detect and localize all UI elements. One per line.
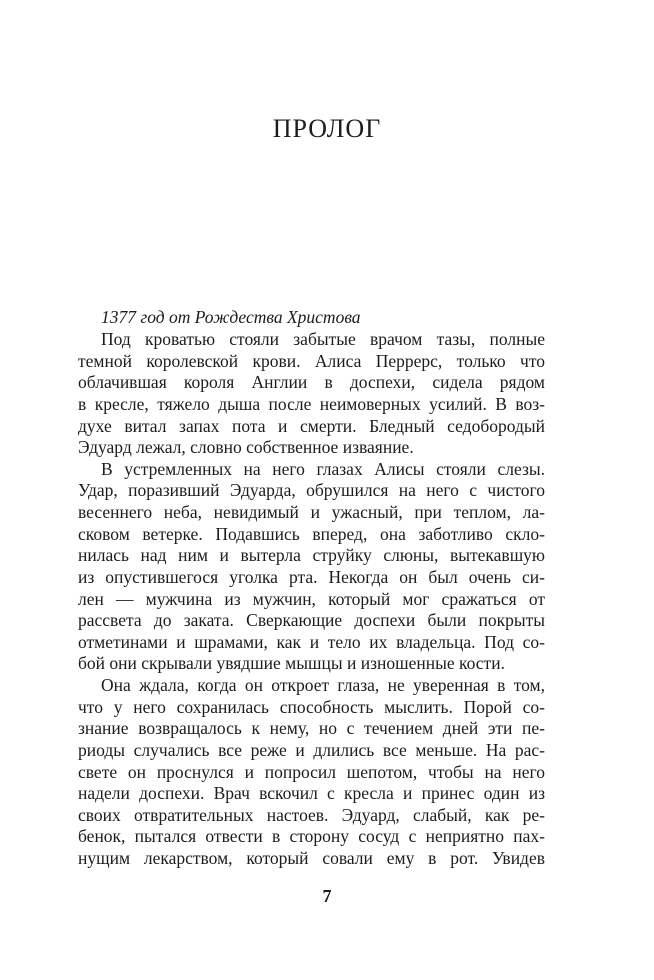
dateline: 1377 год от Рождества Христова (101, 307, 361, 327)
text-line: Под кроватью стояли забытые врачом тазы, полные (101, 329, 545, 349)
chapter-title: ПРОЛОГ (272, 114, 382, 143)
text-line: облачившая короля Англии в доспехи, сидела рядом (78, 372, 545, 392)
text-line: в кресле, тяжело дыша после неимоверных усилий. В воз- (78, 394, 545, 414)
text-line: рассвета до заката. Сверкающие доспехи были покрыты (78, 610, 545, 630)
text-line: духе витал запах пота и смерти. Бледный седобородый (78, 416, 545, 436)
text-line: своих отвратительных настоев. Эдуард, слабый, как ре- (78, 805, 545, 825)
text-line: нущим лекарством, который совали ему в рот. Увидев (78, 848, 545, 868)
text-line: свете он проснулся и попросил шепотом, чтобы на него (78, 762, 545, 782)
text-line: В устремленных на него глазах Алисы стояли слезы. (101, 459, 545, 479)
text-line: темной королевской крови. Алиса Перрерс, только что (78, 351, 545, 371)
page-number: 7 (322, 886, 332, 906)
text-line: нилась над ним и вытерла струйку слюны, вытекавшую (78, 545, 545, 565)
text-line: из опустившегося уголка рта. Некогда он был очень си- (78, 567, 545, 587)
text-line: Она ждала, когда он откроет глаза, не уверенная в том, (101, 675, 545, 695)
text-line: весеннего неба, невидимый и ужасный, при теплом, ла- (78, 502, 545, 522)
text-line: лен — мужчина из мужчин, который мог сражаться от (78, 589, 545, 609)
text-line: сковом ветерке. Подавшись вперед, она заботливо скло- (78, 524, 545, 544)
text-line: риоды случались все реже и длились все меньше. На рас- (78, 740, 545, 760)
text-line: бой они скрывали увядшие мышцы и изношенные кости. (78, 653, 505, 673)
text-line: надели доспехи. Врач вскочил с кресла и принес один из (78, 783, 545, 803)
text-line: Удар, поразивший Эдуарда, обрушился на него с чистого (78, 480, 545, 500)
text-line: что у него сохранилась способность мыслить. Порой со- (78, 697, 545, 717)
text-line: Эдуард лежал, словно собственное изваяние. (78, 437, 414, 457)
text-line: знание возвращалось к нему, но с течением дней эти пе- (78, 718, 545, 738)
text-line: отметинами и шрамами, как и тело их владельца. Под со- (78, 632, 545, 652)
text-line: бенок, пытался отвести в сторону сосуд с неприятно пах- (78, 826, 545, 846)
